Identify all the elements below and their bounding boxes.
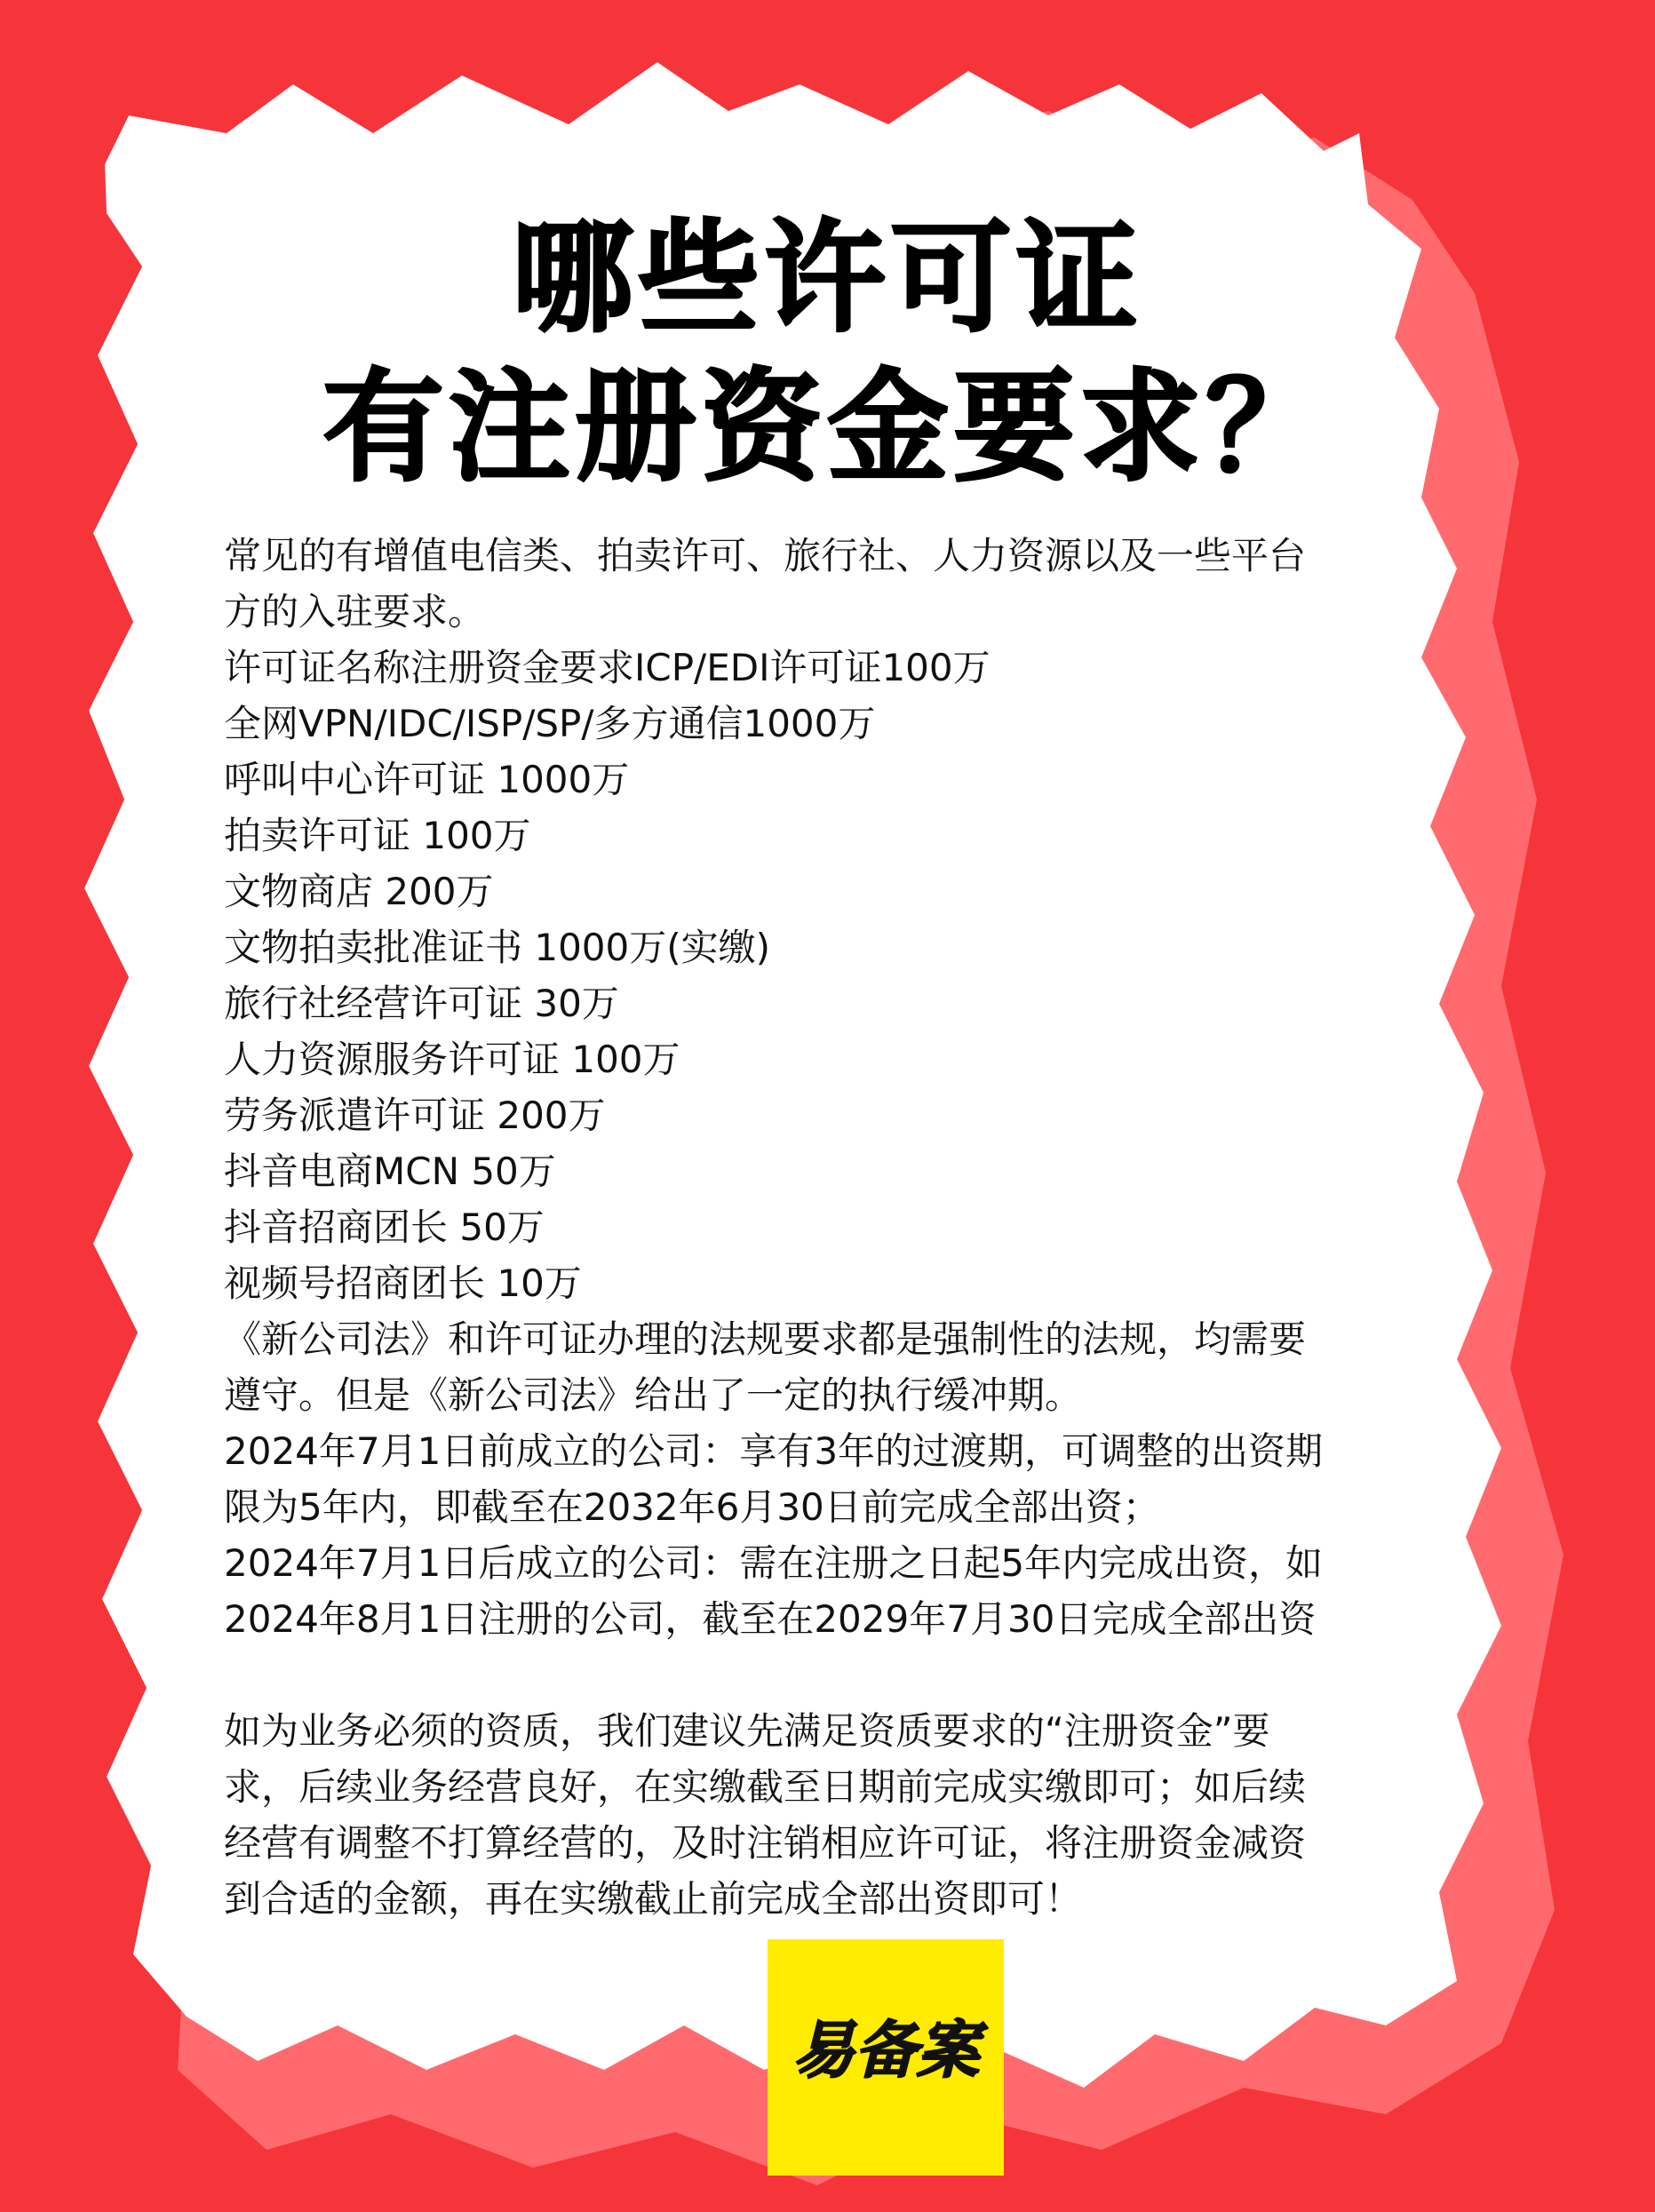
law-line-2: 遵守。但是《新公司法》给出了一定的执行缓冲期。: [224, 1373, 1083, 1417]
license-item: 文物拍卖批准证书 1000万(实缴): [224, 926, 771, 969]
page-title-line-2: 有注册资金要求？: [322, 358, 1333, 498]
license-item: 劳务派遣许可证 200万: [224, 1094, 606, 1137]
after-date-line-2: 2024年8月1日注册的公司，截至在2029年7月30日完成全部出资: [224, 1597, 1317, 1641]
license-item: 抖音招商团长 50万: [224, 1205, 545, 1249]
license-item: 旅行社经营许可证 30万: [224, 982, 619, 1025]
license-item: 抖音电商MCN 50万: [224, 1150, 556, 1193]
license-item: 人力资源服务许可证 100万: [224, 1038, 680, 1081]
brand-logo-text: 易备案: [792, 2014, 979, 2087]
after-date-line-1: 2024年7月1日后成立的公司：需在注册之日起5年内完成出资，如: [224, 1541, 1324, 1585]
before-date-line-1: 2024年7月1日前成立的公司：享有3年的过渡期，可调整的出资期: [224, 1429, 1324, 1473]
page-title-line-1: 哪些许可证: [512, 209, 1143, 349]
license-item: 许可证名称注册资金要求ICP/EDI许可证100万: [224, 646, 991, 689]
license-item: 拍卖许可证 100万: [224, 814, 531, 857]
advice-line-1: 如为业务必须的资质，我们建议先满足资质要求的“注册资金”要: [224, 1709, 1270, 1753]
license-item: 视频号招商团长 10万: [224, 1261, 582, 1305]
license-item: 全网VPN/IDC/ISP/SP/多方通信1000万: [224, 702, 876, 745]
license-item: 文物商店 200万: [224, 870, 494, 913]
law-line-1: 《新公司法》和许可证办理的法规要求都是强制性的法规，均需要: [224, 1317, 1307, 1361]
license-item: 呼叫中心许可证 1000万: [224, 758, 630, 801]
advice-line-4: 到合适的金额，再在实缴截止前完成全部出资即可！: [224, 1877, 1083, 1921]
advice-line-2: 求，后续业务经营良好，在实缴截至日期前完成实缴即可；如后续: [224, 1765, 1307, 1809]
before-date-line-2: 限为5年内，即截至在2032年6月30日前完成全部出资；: [224, 1485, 1160, 1529]
article-body: [224, 528, 1450, 1927]
advice-line-3: 经营有调整不打算经营的，及时注销相应许可证，将注册资金减资: [224, 1821, 1307, 1865]
brand-logo: [768, 1939, 1004, 2176]
paragraph-spacer: [224, 1647, 1450, 1703]
intro-line-2: 方的入驻要求。: [224, 590, 486, 633]
intro-line-1: 常见的有增值电信类、拍卖许可、旅行社、人力资源以及一些平台: [224, 534, 1307, 577]
